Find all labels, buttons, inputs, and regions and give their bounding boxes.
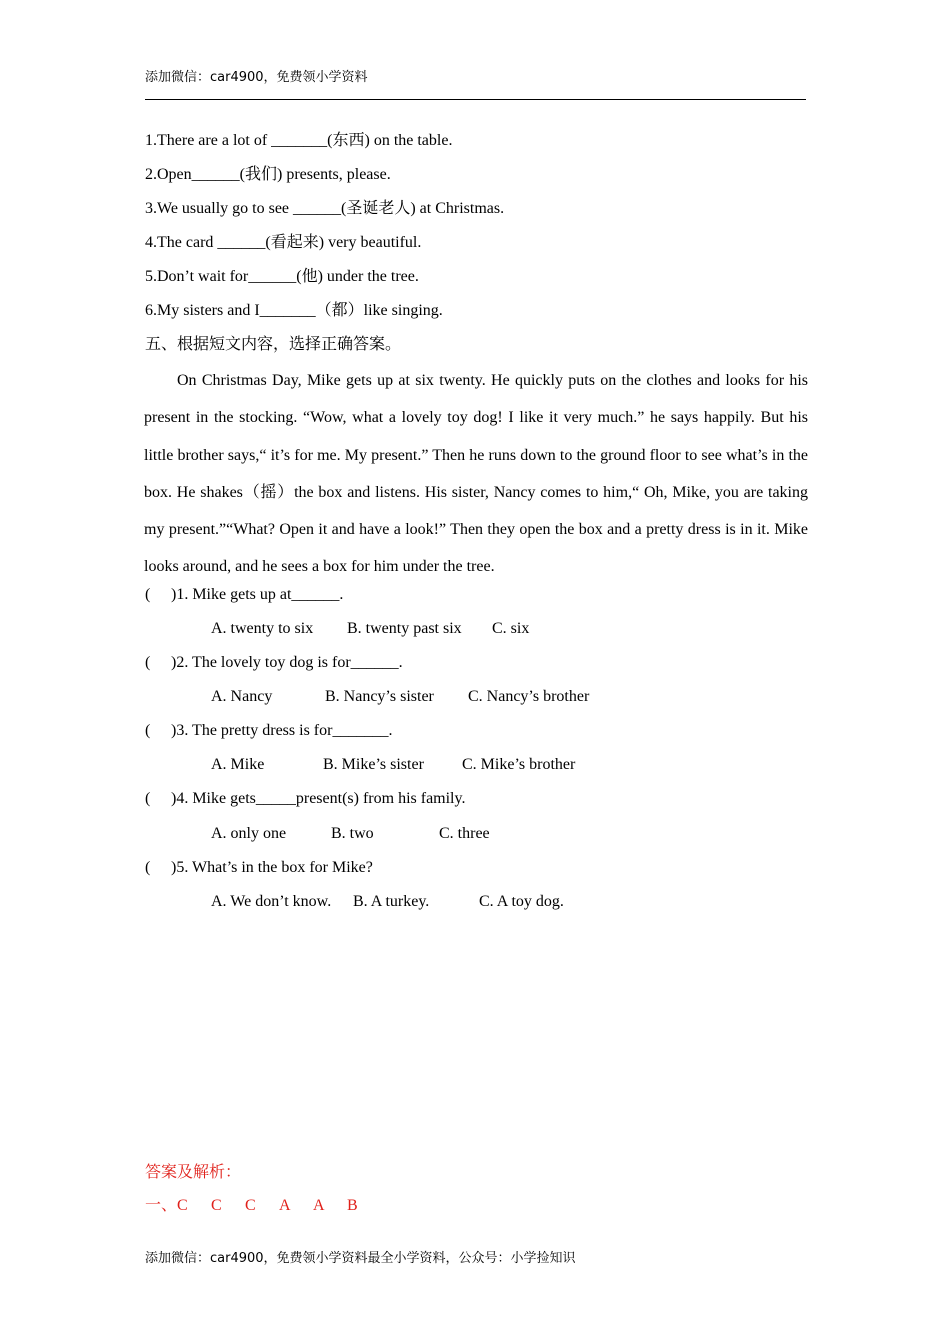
page-header: 添加微信：car4900，免费领小学资料 <box>145 70 368 85</box>
answer-item: C <box>177 1197 188 1214</box>
question-1 <box>145 586 343 604</box>
option-b: B. Nancy’s sister <box>325 688 434 705</box>
option-b: B. twenty past six <box>347 620 462 637</box>
option-c: C. three <box>439 825 490 842</box>
question-3 <box>145 722 392 740</box>
fill-in-item: 3.We usually go to see ______(圣诞老人) at Christmas. <box>145 200 505 217</box>
fill-in-item: 6.My sisters and I_______（都）like singing. <box>145 302 443 319</box>
question-5 <box>145 859 373 877</box>
fill-in-item: 4.The card ______(看起来) very beautiful. <box>145 234 422 251</box>
option-b: B. Mike’s sister <box>323 756 424 773</box>
question-stem: )2. The lovely toy dog is for______. <box>171 654 403 671</box>
answer-paren: ( <box>145 654 151 671</box>
answer-paren: ( <box>145 722 151 739</box>
option-b: B. A turkey. <box>353 893 430 910</box>
option-c: C. Nancy’s brother <box>468 688 590 705</box>
passage-text: On Christmas Day, Mike gets up at six twenty. He quickly puts on the clothes and looks for his present in the stocking. “Wow, what a lovely toy dog! I like it very much.” he says happily. But his little brother says,“ it’s for me. My present.” Then he runs down to the ground floor to see what’s in the box. He shakes（摇）the box and listens. His sister, Nancy comes to him,“ Oh, Mike, you are taking my present.”“What? Open it and have a look!” Then they open the box and a pretty dress is in it. Mike looks around, and he sees a box for him under the tree. <box>144 372 808 576</box>
answer-paren: ( <box>145 859 151 876</box>
answers-prefix: 一、 <box>145 1197 178 1214</box>
header-divider <box>145 99 806 100</box>
option-a: A. Nancy <box>211 688 273 705</box>
option-a: A. only one <box>211 825 287 842</box>
option-c: C. A toy dog. <box>479 893 564 910</box>
answer-paren: ( <box>145 586 151 603</box>
option-c: C. Mike’s brother <box>462 756 576 773</box>
answer-item: C <box>245 1197 256 1214</box>
question-stem: )5. What’s in the box for Mike? <box>171 859 373 876</box>
option-b: B. two <box>331 825 374 842</box>
answer-item: A <box>279 1197 291 1214</box>
option-a: A. Mike <box>211 756 265 773</box>
answer-item: C <box>211 1197 222 1214</box>
answers-row <box>145 1192 358 1215</box>
option-a: A. twenty to six <box>211 620 314 637</box>
question-stem: )3. The pretty dress is for_______. <box>171 722 393 739</box>
answers-title: 答案及解析： <box>145 1164 242 1181</box>
option-c: C. six <box>492 620 530 637</box>
answer-item: B <box>347 1197 358 1214</box>
question-2 <box>145 654 403 672</box>
section-heading: 五、根据短文内容，选择正确答案。 <box>145 336 402 353</box>
fill-in-item: 5.Don’t wait for______(他) under the tree. <box>145 268 419 285</box>
fill-in-item: 1.There are a lot of _______(东西) on the table. <box>145 132 453 149</box>
question-stem: )4. Mike gets_____present(s) from his family. <box>171 790 466 807</box>
question-4 <box>145 790 465 808</box>
page-footer: 添加微信：car4900，免费领小学资料最全小学资料，公众号：小学捡知识 <box>145 1251 576 1266</box>
question-stem: )1. Mike gets up at______. <box>171 586 344 603</box>
answer-item: A <box>313 1197 325 1214</box>
fill-in-item: 2.Open______(我们) presents, please. <box>145 166 391 183</box>
answer-paren: ( <box>145 790 151 807</box>
option-a: A. We don’t know. <box>211 893 332 910</box>
reading-passage <box>144 362 808 586</box>
